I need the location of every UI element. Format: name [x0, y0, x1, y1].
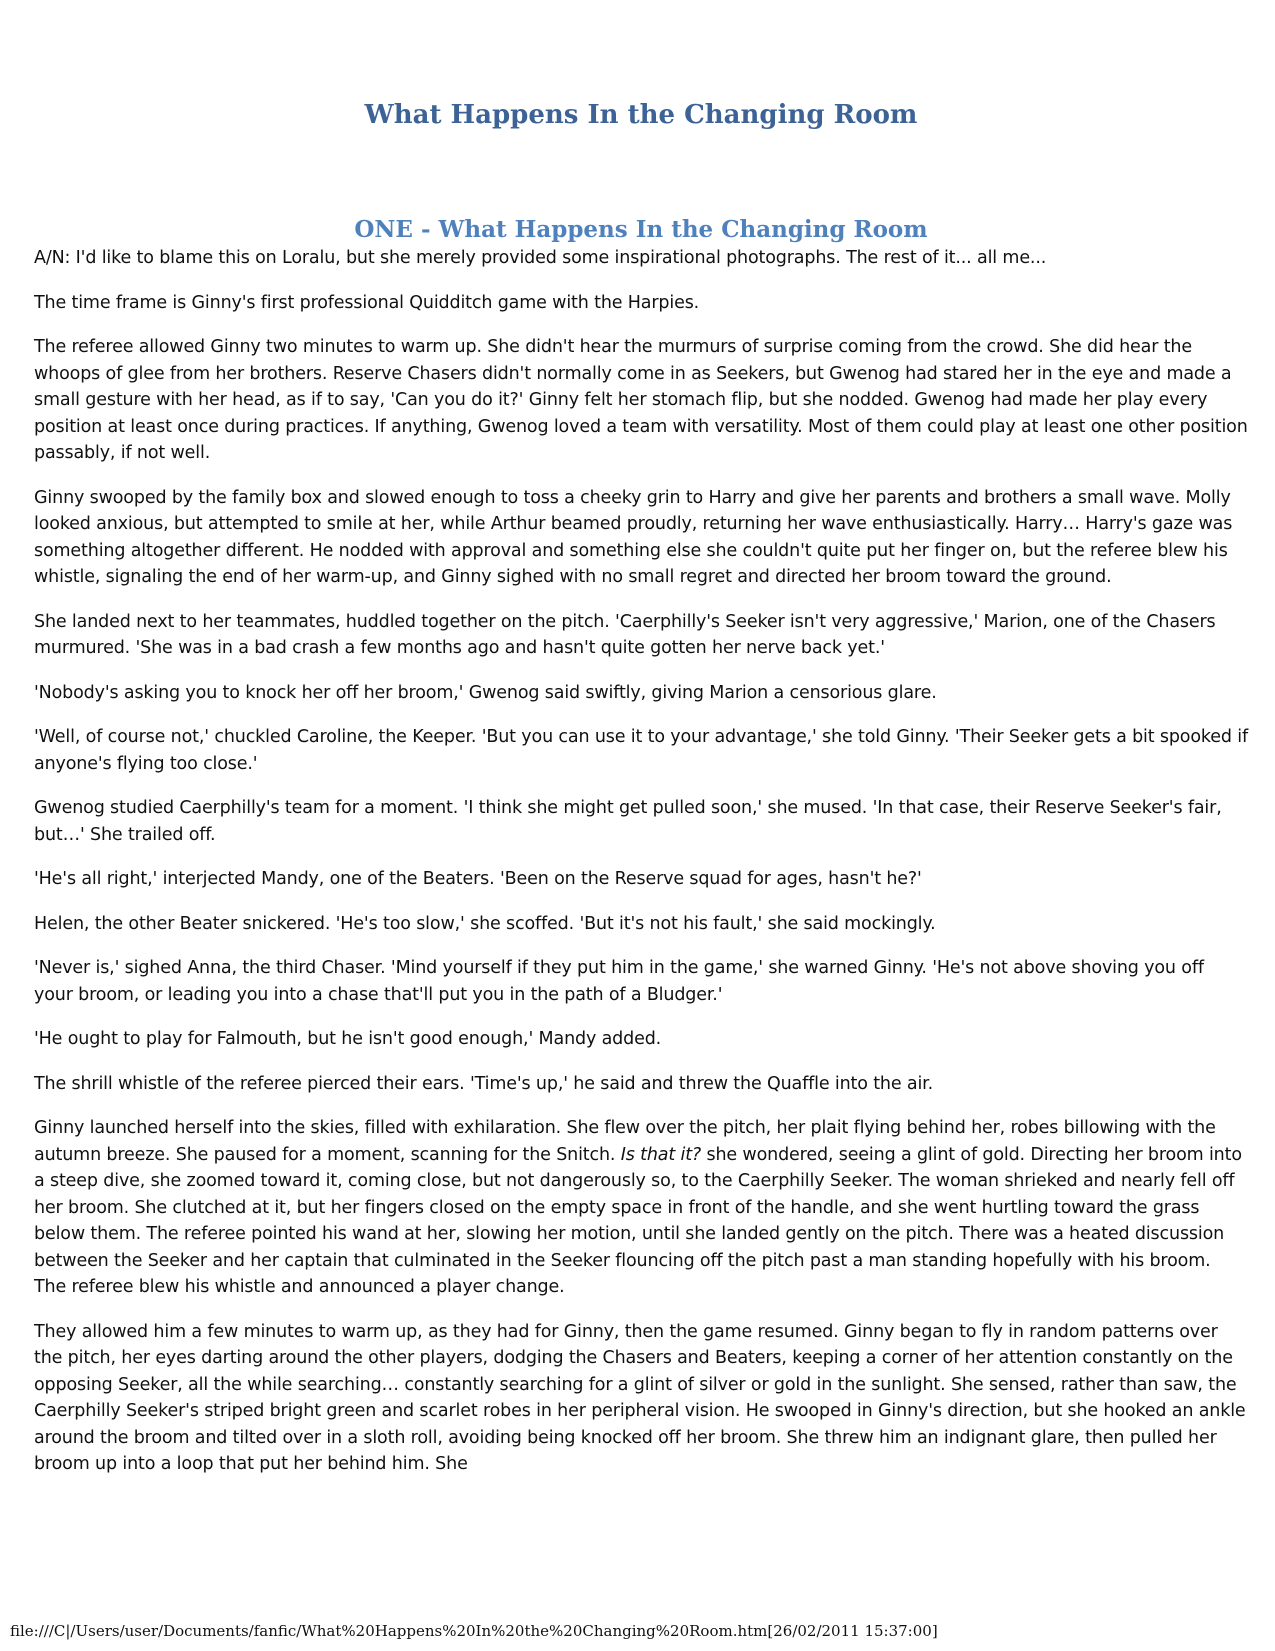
paragraph: The shrill whistle of the referee pierced their ears. 'Time's up,' he said and threw the Quaffle into the air. — [34, 1073, 934, 1094]
paragraph: 'Well, of course not,' chuckled Caroline, the Keeper. 'But you can use it to your advantage,' she told Ginny. 'Their Seeker gets a bit spooked if anyone's flying too close.' — [34, 727, 1248, 774]
paragraph-time-frame: The time frame is Ginny's first professional Quidditch game with the Harpies. — [34, 292, 700, 313]
paragraph-with-italic — [34, 1115, 1248, 1301]
paragraph-author-note: A/N: I'd like to blame this on Loralu, but she merely provided some inspirational photographs. The rest of it... all me... — [34, 248, 1047, 268]
paragraph: 'He's all right,' interjected Mandy, one of the Beaters. 'Been on the Reserve squad for ages, hasn't he?' — [34, 869, 922, 889]
chapter-title: ONE - What Happens In the Changing Room — [354, 216, 928, 243]
paragraph: 'Nobody's asking you to knock her off her broom,' Gwenog said swiftly, giving Marion a censorious glare. — [34, 682, 937, 703]
text-span: Ginny launched herself into the skies, filled with exhilaration. She flew over the pitch, her plait flying behind her, robes billowing with the autumn breeze. She paused for a moment, scanning for the Snitch. — [34, 1118, 1216, 1165]
paragraph: She landed next to her teammates, huddled together on the pitch. 'Caerphilly's Seeker isn't very aggressive,' Marion, one of the Chasers murmured. 'She was in a bad crash a few months ago and hasn't quite gotten her nerve back yet.' — [34, 611, 1216, 658]
paragraph: The referee allowed Ginny two minutes to warm up. She didn't hear the murmurs of surprise coming from the crowd. She did hear the whoops of glee from her brothers. Reserve Chasers didn't normally come in as Seekers, but Gwenog had stared her in the eye and made a small gesture with her head, as if to say, 'Can you do it?' Ginny felt her stomach flip, but she nodded. Gwenog had made her play every position at least once during practices. If anything, Gwenog loved a team with versatility. Most of them could play at least one other position passably, if not well. — [34, 337, 1248, 463]
paragraph: Helen, the other Beater snickered. 'He's too slow,' she scoffed. 'But it's not his fault,' she said mockingly. — [34, 913, 936, 934]
page-footer-path: file:///C|/Users/user/Documents/fanfic/What%20Happens%20In%20the%20Changing%20Room.htm[26/02/2011 15:37:00] — [10, 1622, 938, 1640]
paragraph: Gwenog studied Caerphilly's team for a moment. 'I think she might get pulled soon,' she mused. 'In that case, their Reserve Seeker's fair, but…' She trailed off. — [34, 798, 1222, 845]
paragraph: 'Never is,' sighed Anna, the third Chaser. 'Mind yourself if they put him in the game,' she warned Ginny. 'He's not above shoving you off your broom, or leading you into a chase that'll put you in the path of a Bludger.' — [34, 958, 1204, 1005]
text-span: she wondered, seeing a glint of gold. Directing her broom into a steep dive, she zoomed toward it, coming close, but not dangerously so, to the Caerphilly Seeker. The woman shrieked and nearly fell off her broom. She clutched at it, but her fingers closed on the empty space in front of the handle, and she went hurtling toward the grass below them. The referee pointed his wand at her, slowing her motion, until she landed gently on the pitch. There was a heated discussion between the Seeker and her captain that culminated in the Seeker flouncing off the pitch past a man standing hopefully with his broom. The referee blew his whistle and announced a player change. — [34, 1144, 1242, 1297]
italic-thought: Is that it? — [620, 1144, 702, 1165]
paragraph: 'He ought to play for Falmouth, but he isn't good enough,' Mandy added. — [34, 1029, 662, 1049]
document-title: What Happens In the Changing Room — [364, 100, 918, 130]
story-body — [34, 245, 1248, 1496]
paragraph: Ginny swooped by the family box and slowed enough to toss a cheeky grin to Harry and give her parents and brothers a small wave. Molly looked anxious, but attempted to smile at her, while Arthur beamed proudly, returning her wave enthusiastically. Harry… Harry's gaze was something altogether different. He nodded with approval and something else she couldn't quite put her finger on, but the referee blew his whistle, signaling the end of her warm-up, and Ginny sighed with no small regret and directed her broom toward the ground. — [34, 487, 1233, 587]
paragraph: They allowed him a few minutes to warm up, as they had for Ginny, then the game resumed. Ginny began to fly in random patterns over the pitch, her eyes darting around the other players, dodging the Chasers and Beaters, keeping a corner of her attention constantly on the opposing Seeker, all the while searching… constantly searching for a glint of silver or gold in the sunlight. She sensed, rather than saw, the Caerphilly Seeker's striped bright green and scarlet robes in her peripheral vision. He swooped in Ginny's direction, but she hooked an ankle around the broom and tilted over in a sloth roll, avoiding being knocked off her broom. She threw him an indignant glare, then pulled her broom up into a loop that put her behind him. She — [34, 1321, 1246, 1474]
